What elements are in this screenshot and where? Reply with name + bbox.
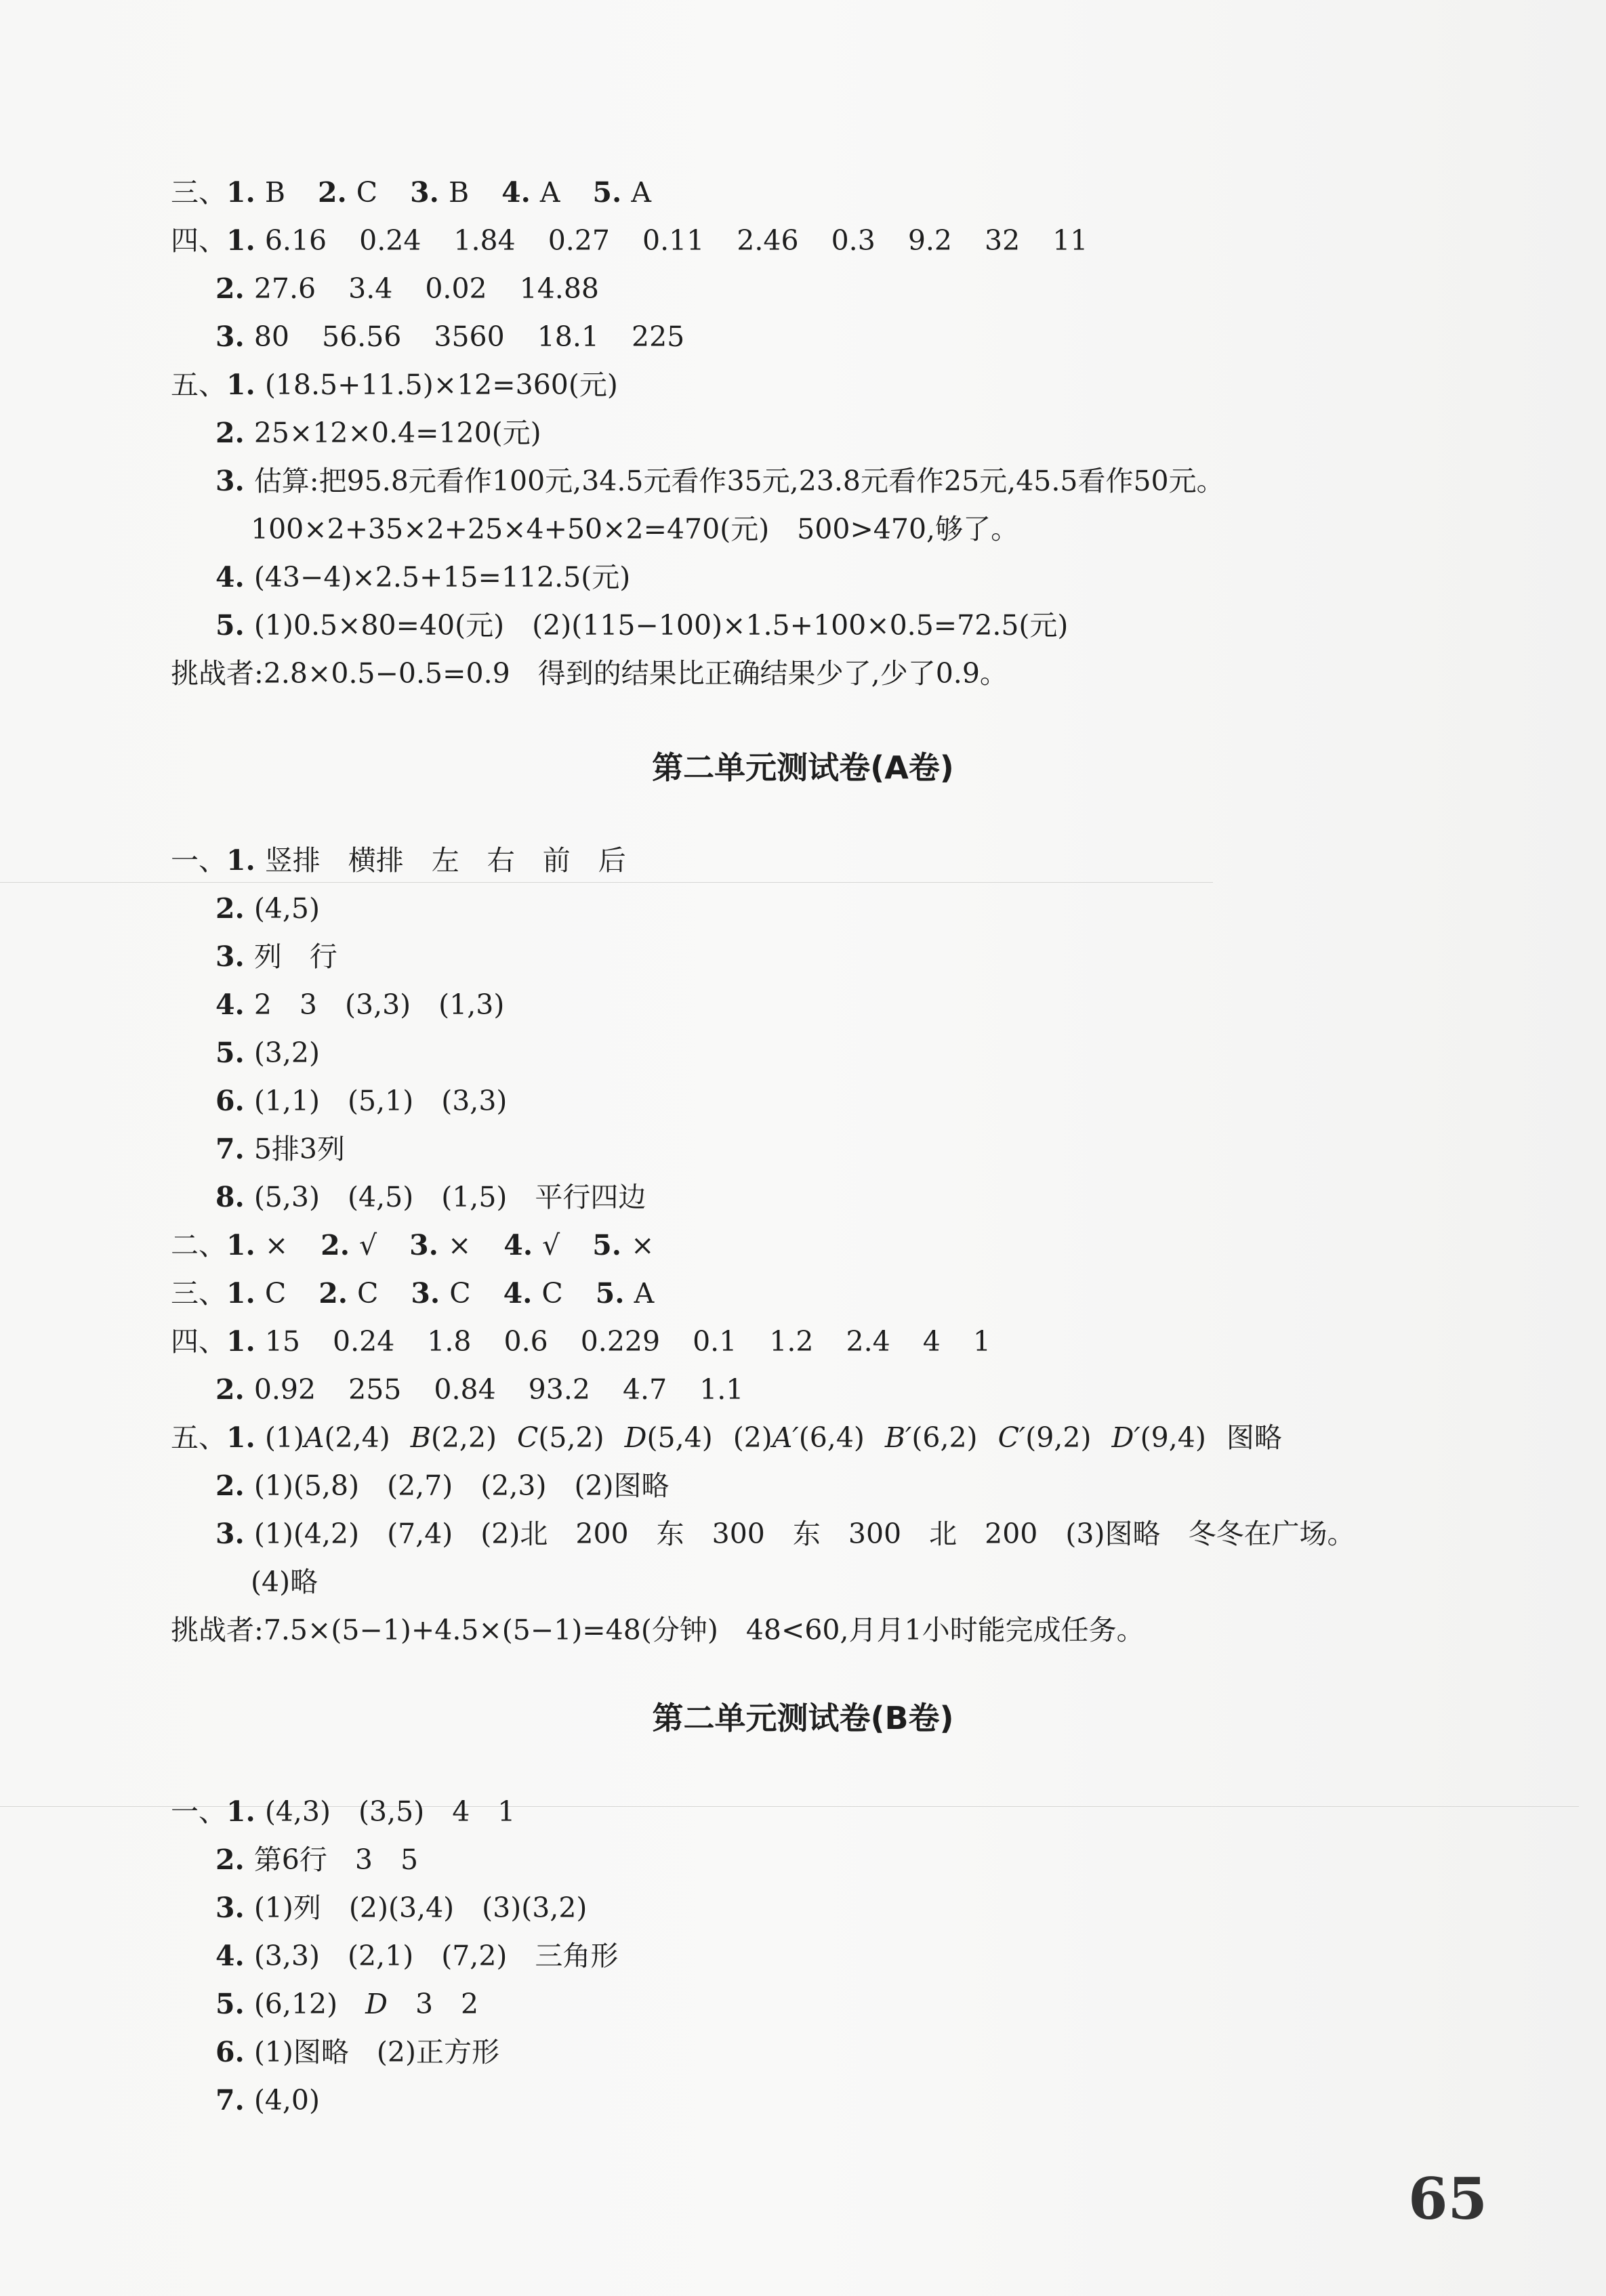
answer-row-b-yi-2 xyxy=(215,1839,418,1880)
item-num: 1. xyxy=(226,1421,255,1454)
item-num: 1. xyxy=(226,1229,255,1261)
answer: 图略 xyxy=(1226,1421,1282,1454)
page-number: 65 xyxy=(1408,2165,1487,2232)
item-num: 8. xyxy=(215,1181,245,1213)
section-label: 一、 xyxy=(171,1795,226,1828)
answer: 竖排 横排 左 右 前 后 xyxy=(264,844,626,877)
answer: C xyxy=(356,176,378,209)
section-title-a: 第二单元测试卷(A卷) xyxy=(652,749,954,786)
answer: C xyxy=(449,1277,471,1310)
answer: C xyxy=(357,1277,379,1310)
item-num: 3. xyxy=(409,1229,438,1261)
answer: 3.4 xyxy=(348,272,393,305)
answer: 6.16 xyxy=(264,224,327,257)
point-label: A′ xyxy=(772,1421,799,1454)
item-num: 5. xyxy=(215,1988,245,2020)
item-num: 7. xyxy=(215,2084,245,2116)
answer-row-a-wu-3 xyxy=(215,1514,1355,1554)
answer: 9.2 xyxy=(907,224,953,257)
item-num: 4. xyxy=(215,1940,245,1972)
answer-row-wu-3b xyxy=(251,509,1018,549)
answer-row-wu-4 xyxy=(215,557,630,598)
item-num: 2. xyxy=(215,1373,245,1406)
section-label: 三、 xyxy=(171,176,226,209)
answer: (6,2) xyxy=(911,1421,978,1454)
answer: 11 xyxy=(1052,224,1088,257)
answer: (3,2) xyxy=(253,1037,321,1069)
answer: (4)略 xyxy=(251,1566,318,1598)
item-num: 7. xyxy=(215,1133,245,1165)
item-num: 5. xyxy=(215,1037,245,1069)
answer: 255 xyxy=(348,1373,402,1406)
item-num: 1. xyxy=(226,1277,255,1310)
answer: (18.5+11.5)×12=360(元) xyxy=(264,369,618,401)
challenge-row xyxy=(171,653,1008,694)
answer: 0.92 xyxy=(253,1373,316,1406)
item-num: 4. xyxy=(215,561,245,593)
section-label: 四、 xyxy=(171,224,226,257)
item-num: 2. xyxy=(215,1469,245,1502)
item-num: 3. xyxy=(411,1277,440,1310)
item-num: 1. xyxy=(226,1795,255,1828)
answer-row-a-wu-1 xyxy=(171,1417,1282,1458)
item-num: 3. xyxy=(215,320,245,353)
answer: 0.1 xyxy=(693,1325,737,1358)
answer: 100×2+35×2+25×4+50×2=470(元) 500>470,够了。 xyxy=(251,513,1019,545)
answer-row-si-2 xyxy=(215,268,599,309)
answer: 80 xyxy=(253,320,289,353)
point-label: B xyxy=(410,1421,431,1454)
answer: 挑战者:2.8×0.5−0.5=0.9 得到的结果比正确结果少了,少了0.9。 xyxy=(171,657,1008,690)
answer: 1.84 xyxy=(453,224,516,257)
answer: (4,5) xyxy=(253,892,321,925)
item-num: 3. xyxy=(215,940,245,973)
answer: A xyxy=(539,176,560,209)
answer: 0.27 xyxy=(548,224,610,257)
answer: × xyxy=(264,1229,289,1261)
section-label: 一、 xyxy=(171,844,226,877)
answer: (1)(5,8) (2,7) (2,3) (2)图略 xyxy=(253,1469,670,1502)
answer-row-a-yi-1 xyxy=(171,840,626,881)
answer: A xyxy=(631,176,651,209)
item-num: 5. xyxy=(592,176,622,209)
answer-row-b-yi-3 xyxy=(215,1887,587,1928)
answer: 第6行 3 5 xyxy=(253,1843,419,1876)
item-num: 5. xyxy=(592,1229,622,1261)
item-num: 5. xyxy=(215,609,245,642)
section-label: 五、 xyxy=(171,1421,226,1454)
answer: 0.24 xyxy=(332,1325,395,1358)
item-num: 4. xyxy=(501,176,531,209)
answer: B xyxy=(264,176,285,209)
answer: (4,0) xyxy=(253,2084,321,2116)
answer: 27.6 xyxy=(253,272,316,305)
point-label: D xyxy=(365,1988,388,2020)
item-num: 2. xyxy=(215,272,245,305)
answer-row-a-yi-6 xyxy=(215,1081,507,1121)
answer: 225 xyxy=(632,320,685,353)
section-title-b: 第二单元测试卷(B卷) xyxy=(652,1700,954,1736)
answer: (3,3) (2,1) (7,2) 三角形 xyxy=(253,1940,619,1972)
answer-row-b-yi-6 xyxy=(215,2032,499,2072)
answer: 2 3 (3,3) (1,3) xyxy=(253,988,505,1021)
answer-row-wu-2 xyxy=(215,413,541,453)
answer: × xyxy=(447,1229,472,1261)
answer: 25×12×0.4=120(元) xyxy=(253,417,541,449)
answer: (9,4) xyxy=(1140,1421,1206,1454)
answer: (1)列 (2)(3,4) (3)(3,2) xyxy=(253,1892,588,1924)
point-label: C xyxy=(517,1421,539,1454)
answer: 3 2 xyxy=(387,1988,479,2020)
item-num: 3. xyxy=(215,1892,245,1924)
answer: 2.4 xyxy=(846,1325,890,1358)
answer: C xyxy=(541,1277,563,1310)
answer: 18.1 xyxy=(537,320,599,353)
answer: 0.6 xyxy=(503,1325,548,1358)
answer: √ xyxy=(542,1229,560,1261)
answer: 1.1 xyxy=(699,1373,744,1406)
answer: (43−4)×2.5+15=112.5(元) xyxy=(253,561,631,593)
answer: 56.56 xyxy=(321,320,402,353)
answer: 2.46 xyxy=(737,224,799,257)
answer: (2,2) xyxy=(430,1421,497,1454)
answer: 列 行 xyxy=(253,940,337,973)
item-num: 2. xyxy=(215,892,245,925)
item-num: 4. xyxy=(503,1277,533,1310)
answer: (1,1) (5,1) (3,3) xyxy=(253,1085,508,1117)
answer-row-a-si-1 xyxy=(171,1321,991,1362)
point-label: B′ xyxy=(884,1421,912,1454)
answer: × xyxy=(631,1229,655,1261)
answer-row-a-yi-7 xyxy=(215,1129,345,1169)
point-label: D xyxy=(624,1421,647,1454)
answer: A xyxy=(634,1277,655,1310)
answer-row-b-yi-4 xyxy=(215,1936,618,1976)
answer: (1)图略 (2)正方形 xyxy=(253,2036,499,2068)
item-num: 2. xyxy=(215,1843,245,1876)
item-num: 2. xyxy=(215,417,245,449)
answer: (6,12) xyxy=(253,1988,366,2020)
item-num: 1. xyxy=(226,844,255,877)
answer: √ xyxy=(358,1229,377,1261)
item-num: 4. xyxy=(503,1229,533,1261)
answer: (6,4) xyxy=(798,1421,865,1454)
answer: 1 xyxy=(972,1325,991,1358)
answer: (9,2) xyxy=(1025,1421,1092,1454)
answer: (2) xyxy=(733,1421,773,1454)
answer: 32 xyxy=(985,224,1021,257)
divider xyxy=(0,882,1213,883)
item-num: 2. xyxy=(318,1277,348,1310)
answer-row-a-yi-8 xyxy=(215,1177,646,1217)
answer: 0.11 xyxy=(642,224,705,257)
answer: 0.02 xyxy=(425,272,487,305)
answer-row-b-yi-1 xyxy=(171,1791,515,1832)
point-label: C′ xyxy=(997,1421,1026,1454)
section-label: 三、 xyxy=(171,1277,226,1310)
answer: 14.88 xyxy=(519,272,599,305)
answer: 4.7 xyxy=(622,1373,667,1406)
item-num: 3. xyxy=(410,176,439,209)
answer: 0.229 xyxy=(580,1325,661,1358)
answer: C xyxy=(264,1277,287,1310)
item-num: 4. xyxy=(215,988,245,1021)
answer-row-a-yi-2 xyxy=(215,888,320,929)
answer-row-a-er xyxy=(171,1225,654,1266)
item-num: 2. xyxy=(317,176,347,209)
answer-row-a-san xyxy=(171,1273,654,1314)
answer-row-wu-1 xyxy=(171,364,618,405)
answer: 挑战者:7.5×(5−1)+4.5×(5−1)=48(分钟) 48<60,月月1小时能完成任务。 xyxy=(171,1614,1145,1646)
answer: 0.24 xyxy=(359,224,421,257)
answer: (4,3) (3,5) 4 1 xyxy=(264,1795,516,1828)
answer-row-a-si-2 xyxy=(215,1369,743,1410)
answer: 15 xyxy=(264,1325,300,1358)
answer: (1)(4,2) (7,4) (2)北 200 东 300 东 300 北 200 (3)图略 冬冬在广场。 xyxy=(253,1518,1355,1550)
answer: (2,4) xyxy=(324,1421,390,1454)
section-label: 五、 xyxy=(171,369,226,401)
item-num: 1. xyxy=(226,1325,255,1358)
answer: 1.2 xyxy=(769,1325,814,1358)
item-num: 3. xyxy=(215,1518,245,1550)
item-num: 1. xyxy=(226,369,255,401)
challenge-row-a xyxy=(171,1610,1145,1650)
point-label: D′ xyxy=(1111,1421,1140,1454)
item-num: 1. xyxy=(226,176,255,209)
answer: 5排3列 xyxy=(253,1133,345,1165)
answer-row-si-1 xyxy=(171,220,1088,261)
answer: 估算:把95.8元看作100元,34.5元看作35元,23.8元看作25元,45.5看作50元。 xyxy=(253,465,1224,497)
answer-row-a-wu-3b xyxy=(251,1562,318,1602)
point-label: A xyxy=(304,1421,325,1454)
answer: 3560 xyxy=(434,320,505,353)
answer: (5,3) (4,5) (1,5) 平行四边 xyxy=(253,1181,646,1213)
answer: 1.8 xyxy=(427,1325,472,1358)
answer-row-wu-3 xyxy=(215,461,1224,501)
answer: (5,4) xyxy=(646,1421,713,1454)
section-label: 四、 xyxy=(171,1325,226,1358)
section-label: 二、 xyxy=(171,1229,226,1261)
answer-row-a-yi-5 xyxy=(215,1032,320,1073)
item-num: 3. xyxy=(215,465,245,497)
answer: 0.84 xyxy=(434,1373,496,1406)
answer-row-b-yi-7 xyxy=(215,2080,320,2121)
answer-row-san xyxy=(171,172,651,213)
answer: (1)0.5×80=40(元) (2)(115−100)×1.5+100×0.5=72.5(元) xyxy=(253,609,1069,642)
item-num: 5. xyxy=(595,1277,625,1310)
answer: 4 xyxy=(922,1325,941,1358)
answer: (1) xyxy=(264,1421,304,1454)
item-num: 6. xyxy=(215,2036,245,2068)
answer-row-b-yi-5 xyxy=(215,1984,478,2024)
answer: 93.2 xyxy=(528,1373,590,1406)
answer-row-a-yi-4 xyxy=(215,984,504,1025)
answer-row-si-3 xyxy=(215,316,684,357)
answer-row-a-yi-3 xyxy=(215,936,337,977)
answer-row-wu-5 xyxy=(215,605,1068,646)
item-num: 1. xyxy=(226,224,255,257)
answer: 0.3 xyxy=(831,224,876,257)
item-num: 2. xyxy=(321,1229,350,1261)
item-num: 6. xyxy=(215,1085,245,1117)
answer: (5,2) xyxy=(538,1421,604,1454)
answer: B xyxy=(448,176,470,209)
answer-row-a-wu-2 xyxy=(215,1465,670,1506)
